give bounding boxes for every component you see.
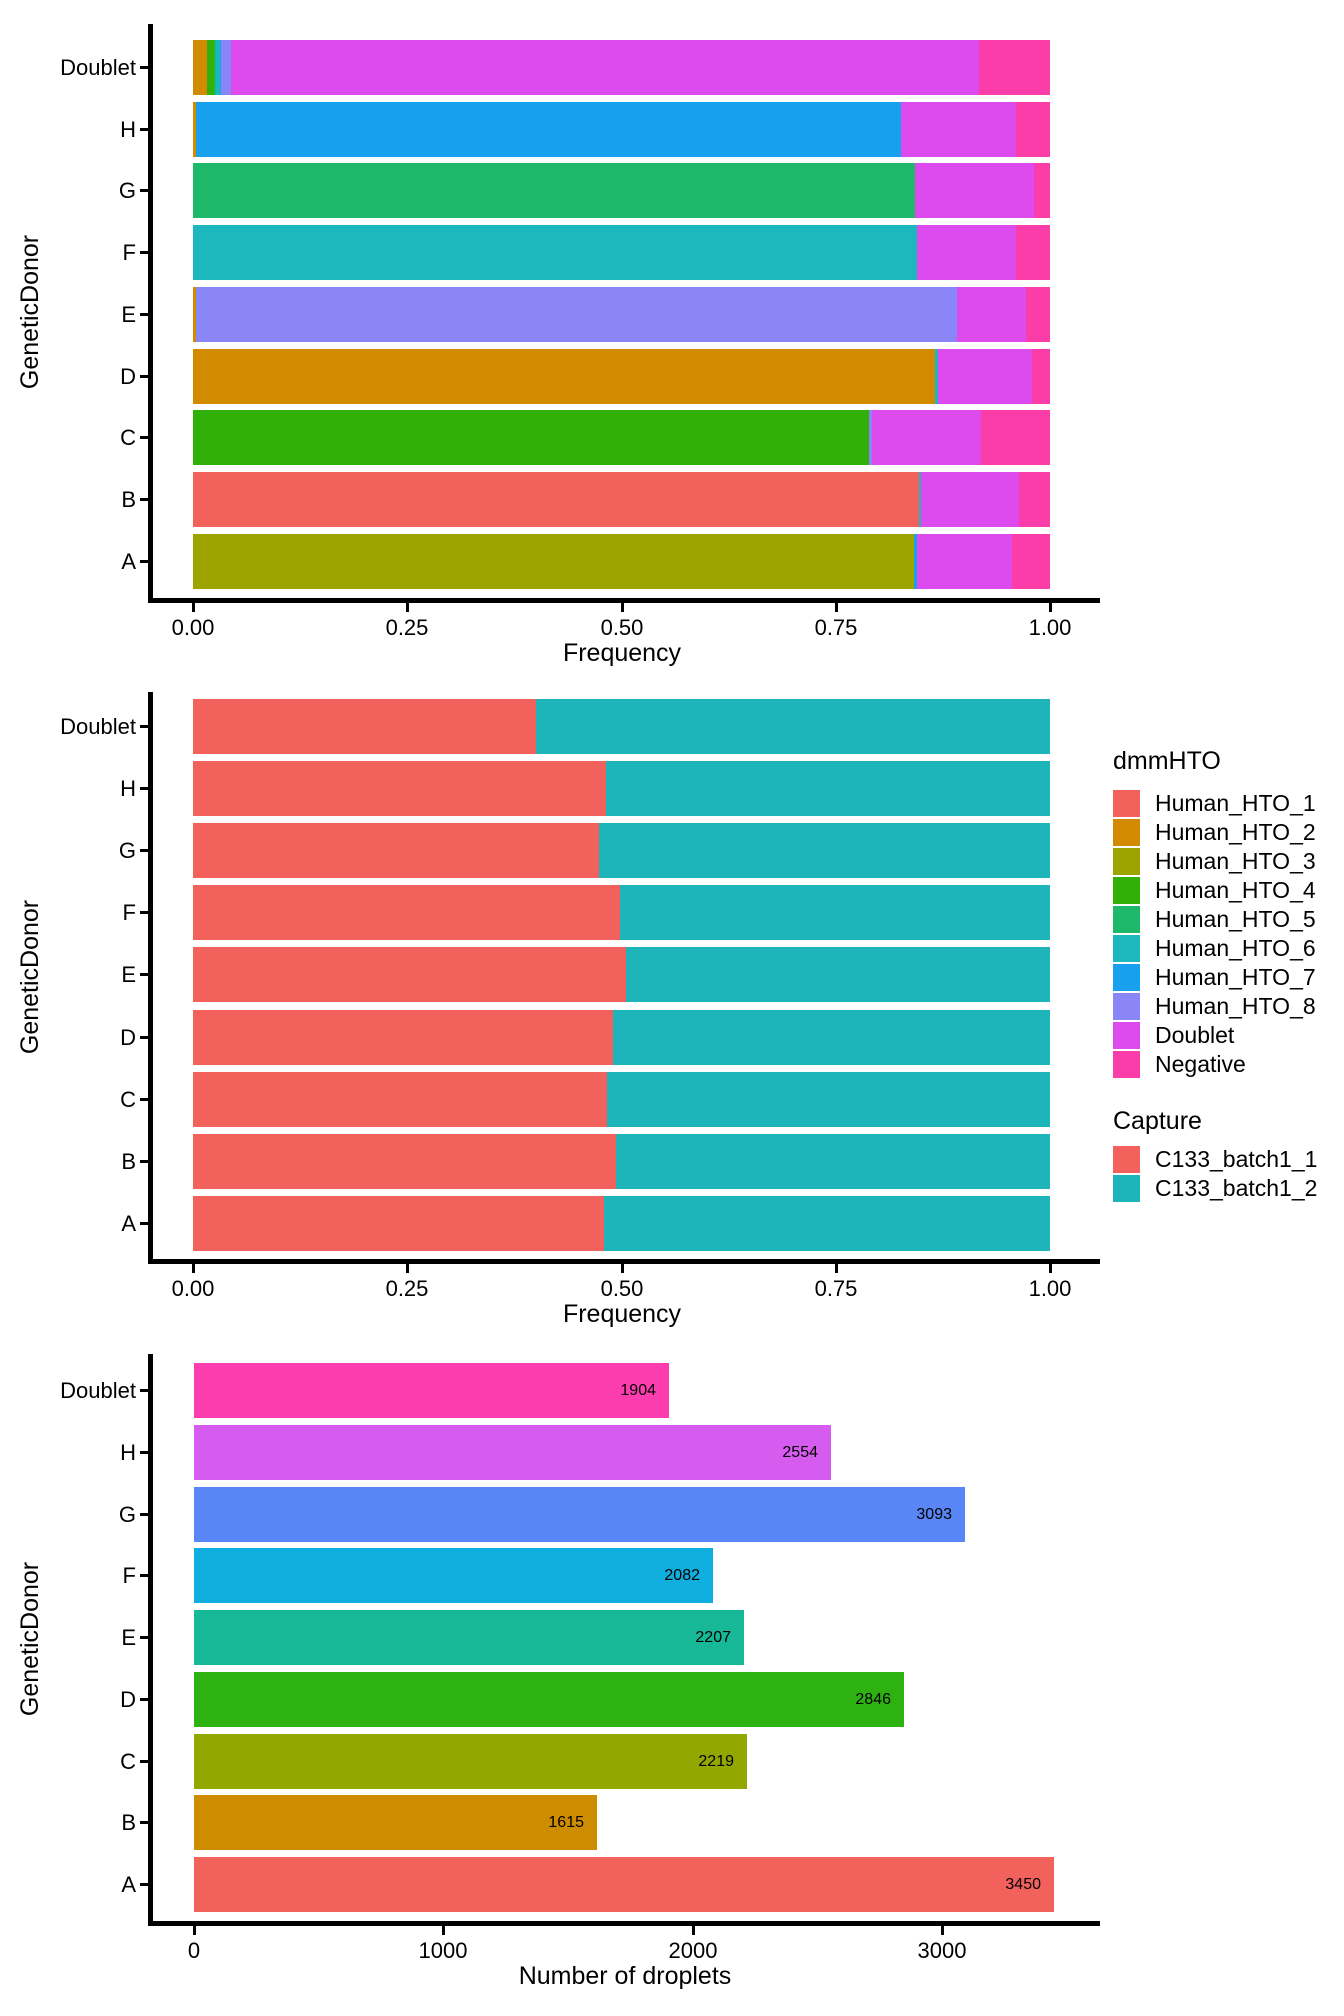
axis-line-x	[148, 1921, 1100, 1926]
legend-swatch-Negative	[1113, 1051, 1140, 1078]
bar-segment-Negative	[1016, 102, 1050, 157]
bar-segment-Human_HTO_2	[193, 40, 207, 95]
bar-segment-C133_batch1_2	[620, 885, 1050, 940]
bar-segment-Negative	[1034, 163, 1050, 218]
x-tick-mark	[941, 1926, 944, 1935]
bar-segment-Negative	[1026, 287, 1050, 342]
y-tick-mark	[140, 849, 149, 852]
legend-item-label: Doublet	[1155, 1022, 1235, 1048]
bar-segment-Negative	[1032, 349, 1050, 404]
y-tick-mark	[140, 1698, 149, 1701]
bar-segment-C133_batch1_2	[606, 761, 1050, 816]
bar-row-Doublet	[193, 40, 1050, 95]
bar-row-E	[193, 947, 1050, 1002]
bar-segment-C133_batch1_1	[193, 761, 606, 816]
bar-segment-Doublet	[917, 534, 1012, 589]
bar-segment-Human_HTO_7	[196, 102, 901, 157]
y-tick-label: F	[122, 1563, 136, 1588]
y-tick-mark	[140, 1389, 149, 1392]
legend-swatch-Human_HTO_4	[1113, 877, 1140, 904]
x-axis-title-chart1: Frequency	[562, 639, 682, 667]
bar-row-Doublet	[193, 699, 1050, 754]
y-tick-label: C	[120, 1087, 136, 1112]
bar-row-F	[193, 885, 1050, 940]
legend-swatch-Human_HTO_6	[1113, 935, 1140, 962]
y-tick-label: E	[121, 1625, 136, 1650]
bar-segment-C133_batch1_2	[599, 823, 1050, 878]
legend-item-label: Human_HTO_8	[1155, 993, 1316, 1019]
y-tick-label: H	[120, 776, 136, 801]
legend-title-dmmhto: dmmHTO	[1113, 747, 1221, 775]
x-tick-label: 0.25	[385, 1276, 429, 1301]
y-tick-mark	[140, 1883, 149, 1886]
x-tick-label: 2000	[668, 1938, 718, 1963]
legend-item-label: Human_HTO_1	[1155, 790, 1316, 816]
bar-segment-C133_batch1_1	[193, 1072, 607, 1127]
bar-segment-C133_batch1_1	[193, 885, 620, 940]
legend-swatch-Human_HTO_8	[1113, 993, 1140, 1020]
bar-segment-Human_HTO_4	[193, 410, 869, 465]
y-tick-label: F	[122, 900, 136, 925]
x-tick-mark	[406, 603, 409, 612]
bar-segment-Negative	[979, 40, 1050, 95]
y-tick-mark	[140, 66, 149, 69]
bar-segment-C133_batch1_1	[193, 1010, 613, 1065]
legend-item-label: Human_HTO_3	[1155, 848, 1316, 874]
y-tick-mark	[140, 313, 149, 316]
bar-segment-Human_HTO_1	[193, 472, 919, 527]
bar-segment-Doublet	[231, 40, 979, 95]
x-tick-mark	[835, 1264, 838, 1273]
bar-value-label: 2082	[664, 1567, 700, 1584]
bar-segment-Doublet	[917, 225, 1016, 280]
bar-segment-C133_batch1_2	[536, 699, 1050, 754]
y-tick-mark	[140, 1222, 149, 1225]
bar-row-A	[193, 534, 1050, 589]
y-axis-title-chart2: GeneticDonor	[16, 899, 44, 1055]
legend-item-label: Human_HTO_2	[1155, 819, 1316, 845]
y-tick-label: D	[120, 1025, 136, 1050]
x-tick-mark	[406, 1264, 409, 1273]
bar-segment-Human_HTO_3	[193, 534, 914, 589]
y-tick-label: A	[121, 1211, 136, 1236]
y-tick-mark	[140, 375, 149, 378]
x-tick-mark	[1049, 1264, 1052, 1273]
x-tick-label: 1000	[418, 1938, 468, 1963]
y-tick-label: D	[120, 1687, 136, 1712]
bar-row-H	[193, 761, 1050, 816]
legend-item-label: C133_batch1_2	[1155, 1175, 1318, 1201]
y-tick-mark	[140, 1574, 149, 1577]
y-tick-mark	[140, 1098, 149, 1101]
y-tick-label: B	[121, 1810, 136, 1835]
legend-title-capture: Capture	[1113, 1107, 1202, 1135]
x-tick-label: 0.50	[600, 1276, 644, 1301]
y-tick-label: D	[120, 364, 136, 389]
legend-item-label: Human_HTO_6	[1155, 935, 1316, 961]
x-tick-label: 0.00	[171, 615, 215, 640]
x-tick-mark	[192, 603, 195, 612]
legend-item-label: Human_HTO_4	[1155, 877, 1316, 903]
y-tick-label: B	[121, 487, 136, 512]
bar-value-label: 2207	[695, 1629, 731, 1646]
bar-segment-Human_HTO_5	[193, 163, 915, 218]
bar-segment-Doublet	[872, 410, 981, 465]
y-tick-label: H	[120, 1440, 136, 1465]
bar-row-D	[193, 1010, 1050, 1065]
y-tick-mark	[140, 911, 149, 914]
bar-segment-C133_batch1_2	[604, 1196, 1050, 1251]
y-tick-mark	[140, 1513, 149, 1516]
x-tick-mark	[621, 1264, 624, 1273]
legend-swatch-Human_HTO_7	[1113, 964, 1140, 991]
bar-segment-C133_batch1_2	[616, 1134, 1050, 1189]
bar-segment-C133_batch1_2	[613, 1010, 1050, 1065]
y-tick-mark	[140, 1636, 149, 1639]
bar-segment-Negative	[1019, 472, 1050, 527]
legend-swatch-Doublet	[1113, 1022, 1140, 1049]
legend-swatch-Human_HTO_2	[1113, 819, 1140, 846]
y-tick-label: H	[120, 117, 136, 142]
axis-line-x	[148, 1259, 1100, 1264]
legend-swatch-C133_batch1_1	[1113, 1146, 1140, 1173]
y-tick-mark	[140, 189, 149, 192]
bar-segment-C133_batch1_1	[193, 1196, 604, 1251]
y-axis-title-chart3: GeneticDonor	[16, 1561, 44, 1717]
bar-row-E	[193, 287, 1050, 342]
bar-segment-Human_HTO_6	[193, 225, 917, 280]
legend-item-label: Negative	[1155, 1051, 1246, 1077]
y-tick-label: G	[118, 1502, 136, 1527]
bar-row-F	[193, 225, 1050, 280]
bar-row-A	[193, 1196, 1050, 1251]
y-tick-mark	[140, 436, 149, 439]
bar-row-B	[193, 1134, 1050, 1189]
bar-value-label: 1904	[620, 1382, 656, 1399]
bar-segment-Human_HTO_2	[193, 349, 935, 404]
y-tick-mark	[140, 725, 149, 728]
bar-row-B	[193, 472, 1050, 527]
y-tick-mark	[140, 1451, 149, 1454]
x-tick-mark	[1049, 603, 1052, 612]
bar-segment-Human_HTO_8	[196, 287, 957, 342]
y-tick-mark	[140, 1036, 149, 1039]
bar-segment-Human_HTO_4	[207, 40, 214, 95]
y-tick-mark	[140, 787, 149, 790]
legend-swatch-Human_HTO_5	[1113, 906, 1140, 933]
bar-segment-C133_batch1_2	[607, 1072, 1050, 1127]
bar-segment-C133_batch1_2	[626, 947, 1050, 1002]
axis-line-y	[148, 1354, 153, 1926]
bar-segment-Doublet	[901, 102, 1016, 157]
y-tick-mark	[140, 973, 149, 976]
bar-segment-Human_HTO_8	[221, 40, 231, 95]
bar-row-C	[193, 410, 1050, 465]
bar-value-label: 2219	[698, 1753, 734, 1770]
legend-swatch-Human_HTO_3	[1113, 848, 1140, 875]
y-tick-label: A	[121, 549, 136, 574]
axis-line-y	[148, 692, 153, 1264]
bar-row-G	[193, 163, 1050, 218]
bar-row-H	[193, 102, 1050, 157]
y-tick-label: F	[122, 240, 136, 265]
y-tick-label: E	[121, 302, 136, 327]
x-tick-mark	[193, 1926, 196, 1935]
y-axis-title-chart1: GeneticDonor	[16, 234, 44, 390]
y-tick-mark	[140, 560, 149, 563]
x-tick-label: 0.50	[600, 615, 644, 640]
bar-segment-C133_batch1_1	[193, 823, 599, 878]
y-tick-label: Doublet	[60, 55, 136, 80]
y-tick-mark	[140, 1821, 149, 1824]
bar-row-G	[193, 823, 1050, 878]
axis-line-x	[148, 598, 1100, 603]
bar-segment-Negative	[981, 410, 1050, 465]
x-tick-mark	[621, 603, 624, 612]
x-tick-mark	[692, 1926, 695, 1935]
y-tick-mark	[140, 251, 149, 254]
y-tick-mark	[140, 498, 149, 501]
x-tick-label: 0.00	[171, 1276, 215, 1301]
bar-value-label: 2846	[855, 1691, 891, 1708]
y-tick-label: G	[118, 838, 136, 863]
x-tick-label: 1.00	[1028, 1276, 1072, 1301]
x-tick-mark	[835, 603, 838, 612]
bar-segment-C133_batch1_1	[193, 699, 536, 754]
y-tick-label: C	[120, 1749, 136, 1774]
bar-row-D	[193, 349, 1050, 404]
y-tick-label: A	[121, 1872, 136, 1897]
legend-item-label: C133_batch1_1	[1155, 1146, 1318, 1172]
y-tick-mark	[140, 1160, 149, 1163]
x-tick-mark	[442, 1926, 445, 1935]
x-axis-title-chart3: Number of droplets	[518, 1962, 732, 1990]
x-tick-label: 1.00	[1028, 615, 1072, 640]
bar-segment-Doublet	[921, 472, 1019, 527]
legend-item-label: Human_HTO_5	[1155, 906, 1316, 932]
bar-segment-C133_batch1_1	[193, 1134, 616, 1189]
x-tick-label: 0.25	[385, 615, 429, 640]
bar-value-label: 1615	[548, 1814, 584, 1831]
x-tick-mark	[192, 1264, 195, 1273]
bar-row-C	[193, 1072, 1050, 1127]
x-tick-label: 3000	[917, 1938, 967, 1963]
y-tick-label: E	[121, 962, 136, 987]
bar-value-label: 3450	[1005, 1876, 1041, 1893]
legend-item-label: Human_HTO_7	[1155, 964, 1316, 990]
x-tick-label: 0.75	[814, 1276, 858, 1301]
y-tick-label: C	[120, 425, 136, 450]
y-tick-label: Doublet	[60, 714, 136, 739]
legend-swatch-Human_HTO_1	[1113, 790, 1140, 817]
bar-segment-Doublet	[938, 349, 1032, 404]
y-tick-mark	[140, 128, 149, 131]
bar-segment-Doublet	[915, 163, 1034, 218]
y-tick-mark	[140, 1760, 149, 1763]
x-tick-label: 0	[187, 1938, 201, 1963]
legend-swatch-C133_batch1_2	[1113, 1175, 1140, 1202]
bar-value-label: 3093	[916, 1506, 952, 1523]
bar-segment-Negative	[1012, 534, 1050, 589]
bar-segment-Negative	[1016, 225, 1050, 280]
bar-segment-C133_batch1_1	[193, 947, 626, 1002]
bar-value-label: 2554	[782, 1444, 818, 1461]
bar-segment-Doublet	[957, 287, 1026, 342]
x-axis-title-chart2: Frequency	[562, 1300, 682, 1328]
y-tick-label: G	[118, 178, 136, 203]
y-tick-label: Doublet	[60, 1378, 136, 1403]
x-tick-label: 0.75	[814, 615, 858, 640]
y-tick-label: B	[121, 1149, 136, 1174]
